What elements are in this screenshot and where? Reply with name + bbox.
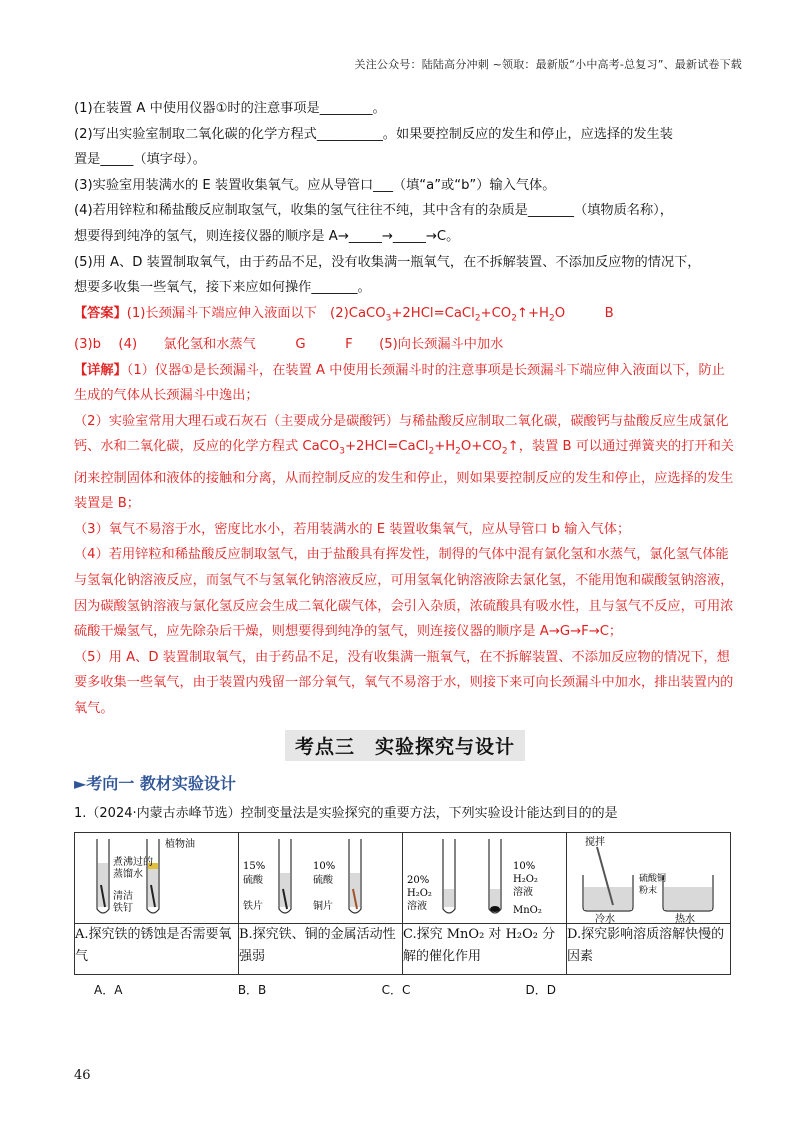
detail-p4: （4）若用锌粒和稀盐酸反应制取氢气，由于盐酸具有挥发性，制得的气体中混有氯化氢和水蒸气，氯化氢气体能与氢氧化钠溶液反应，而氢气不与氢氧化钠溶液反应，可用氢氧化钠溶液除去氯化氢，不能用饱和碳酸氢钠溶液，因为碳酸氢钠溶液与氯化氢反应会生成二氧化碳气体，会引入杂质，浓硫酸具有吸水性，且与氢气不反应，可用浓硫酸干燥氢气，应先除杂后干燥，则想要得到纯净的氢气，则连接仪器的顺序是 A→G→F→C； <box>74 547 734 640</box>
detail-p1 <box>74 358 736 409</box>
fig-c-label: MnO₂ <box>513 904 542 916</box>
answer-line-2: (3)b (4) 氯化氢和水蒸气 G F (5)向长颈漏斗中加水 <box>74 336 504 352</box>
answer-text: ↑+H <box>516 305 549 321</box>
choice-a[interactable]: A．A <box>94 982 123 997</box>
option-d: D.探究影响溶质溶解快慢的因素 <box>567 923 731 974</box>
fig-c-label: 10% <box>513 860 536 872</box>
fig-a-label: 植物油 <box>165 838 195 850</box>
figure-c-test-tubes <box>403 833 566 923</box>
detail-text: ↑，装置 B 可以通过弹簧夹的打开和关闭来控制固体和液体的接触和分离，从而控制反应的发生和停止，则如果要控制反应的发生和停止，应选择的发生装置是 B； <box>74 439 734 512</box>
fig-d-label: 搅拌 <box>585 836 605 848</box>
detail-text: （2）实验室常用大理石或石灰石（主要成分是碳酸钙）与稀盐酸反应制取二氧化碳，碳酸钙与盐酸反应生成氯化钙、水和二氧化碳，反应的化学方程式 CaCO <box>74 413 729 455</box>
question-2a: (2)写出实验室制取二氧化碳的化学方程式__________。如果要控制反应的发生和停止，应选择的发生装 <box>74 126 673 142</box>
fig-a-label: 蒸馏水 <box>113 868 143 880</box>
fig-c-label: 20% <box>407 874 430 886</box>
detail-p5: （5）用 A、D 装置制取氧气，由于药品不足，没有收集满一瓶氧气，在不拆解装置、不添加反应物的情况下，想要多收集一些氧气，由于装置内残留一部分氧气，氧气不易溶于水，则接下来可向长颈漏斗中加水，排出装置内的氧气。 <box>74 649 734 716</box>
fig-b-label: 铜片 <box>313 900 333 912</box>
fig-b-label: 硫酸 <box>313 874 333 886</box>
answer-text: O B <box>554 305 614 321</box>
fig-d-label: 热水 <box>675 913 695 923</box>
option-b: B.探究铁、铜的金属活动性强弱 <box>239 923 403 974</box>
figure-b-cell <box>239 832 403 923</box>
answer-text: +2HCl=CaCl <box>391 305 475 321</box>
fig-b-label: 硫酸 <box>243 874 263 886</box>
fig-a-label: 铁钉 <box>113 902 133 914</box>
fig-c-label: 溶液 <box>513 886 533 898</box>
question-5b: 想要多收集一些氧气，接下来应如何操作_______。 <box>74 280 371 296</box>
answer-choices <box>74 981 736 998</box>
detail-p2 <box>74 409 736 517</box>
detail-p3: （3）氧气不易溶于水，密度比水小，若用装满水的 E 装置收集氧气，应从导管口 b 输入气体； <box>74 521 631 537</box>
option-a: A.探究铁的锈蚀是否需要氧气 <box>75 923 239 974</box>
page-header: 关注公众号：陆陆高分冲刺 ~领取：最新版“小中高考-总复习”、最新试卷下载 <box>354 58 742 71</box>
detail-text: +H <box>434 439 456 455</box>
subscript: 3 <box>385 313 392 324</box>
question-4a: (4)若用锌粒和稀盐酸反应制取氢气，收集的氢气往往不纯，其中含有的杂质是_______（填物质名称）， <box>74 203 673 219</box>
detail-text: +2HCl=CaCl <box>345 439 429 455</box>
subscript: 2 <box>511 313 517 324</box>
answer-line-1 <box>74 301 736 332</box>
fig-d-label: 硫酸铜 <box>639 873 667 884</box>
answer-text: +CO <box>480 305 512 321</box>
section-title: 考点三 实验探究与设计 <box>285 730 525 761</box>
question-2b: 置是_____（填字母）。 <box>74 152 206 168</box>
choice-d[interactable]: D．D <box>525 982 556 997</box>
page-number: 46 <box>74 1068 91 1083</box>
question-5a: (5)用 A、D 装置制取氧气，由于药品不足，没有收集满一瓶氧气，在不拆解装置、不添加反应物的情况下， <box>74 254 701 270</box>
section-title-wrap <box>74 730 736 761</box>
fig-b-label: 铁片 <box>243 900 263 912</box>
detail-text: O+CO <box>460 439 502 455</box>
answer-text: (1)长颈漏斗下端应伸入液面以下 (2)CaCO <box>126 305 386 321</box>
subscript: 2 <box>428 447 435 457</box>
question-1: (1)在装置 A 中使用仪器①时的注意事项是________。 <box>74 101 386 116</box>
fig-a-label: 清洁 <box>113 890 133 902</box>
figure-d-cell <box>567 832 731 923</box>
fig-c-label: H₂O₂ <box>407 887 432 899</box>
fig-d-label: 粉末 <box>639 885 658 896</box>
question-4b: 想要得到纯净的氢气，则连接仪器的顺序是 A→_____→_____→C。 <box>74 228 460 244</box>
answer-label: 【答案】 <box>74 305 127 321</box>
options-table <box>74 832 731 975</box>
option-c: C.探究 MnO₂ 对 H₂O₂ 分解的催化作用 <box>403 923 567 974</box>
subscript: 2 <box>474 313 481 324</box>
subscript: 2 <box>501 447 508 457</box>
choice-c[interactable]: C．C <box>381 982 411 997</box>
fig-c-label: 溶液 <box>407 900 427 912</box>
detail-label: 【详解】 <box>74 362 127 378</box>
choice-b[interactable]: B．B <box>237 982 267 997</box>
direction-heading: ►考向一 教材实验设计 <box>74 773 236 793</box>
figure-a-test-tubes <box>75 833 238 923</box>
fig-c-label: H₂O₂ <box>513 873 538 885</box>
subscript: 3 <box>339 447 345 457</box>
subscript: 2 <box>548 313 555 324</box>
question-stem: 1.（2024·内蒙古赤峰节选）控制变量法是实验探究的重要方法，下列实验设计能达到目的的是 <box>74 805 618 821</box>
fig-b-label: 15% <box>243 860 266 872</box>
figure-c-cell <box>403 832 567 923</box>
fig-b-label: 10% <box>313 860 336 872</box>
detail-text: （1）仪器①是长颈漏斗，在装置 A 中使用长颈漏斗时的注意事项是长颈漏斗下端应伸入液面以下，防止生成的气体从长颈漏斗中逸出； <box>74 362 725 404</box>
page-content <box>74 96 736 998</box>
figure-a-cell <box>75 832 239 923</box>
fig-a-label: 煮沸过的 <box>113 856 153 868</box>
figure-d-beakers <box>567 833 730 923</box>
fig-d-label: 冷水 <box>595 913 615 923</box>
subscript: 2 <box>455 447 461 457</box>
question-3: (3)实验室用装满水的 E 装置收集氧气。应从导管口___（填“a”或“b”）输入气体。 <box>74 177 556 193</box>
figure-b-test-tubes <box>239 833 402 923</box>
